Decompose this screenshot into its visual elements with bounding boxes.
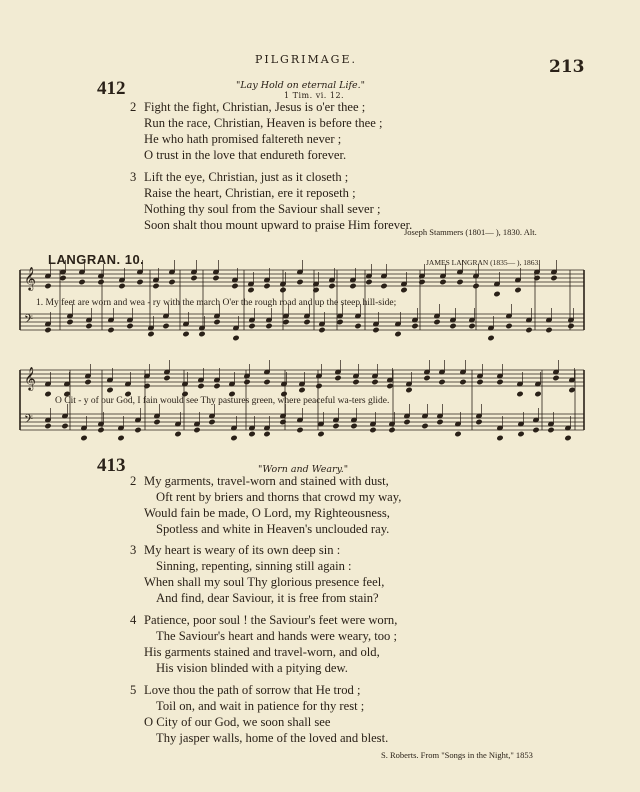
note-head (568, 323, 574, 328)
verse-line: Patience, poor soul ! the Saviour's feet were worn, (144, 613, 398, 627)
hymn-412-epigraph: "Lay Hold on eternal Life." (236, 80, 366, 91)
note-head (191, 275, 197, 280)
note-head (249, 431, 255, 436)
note-head (333, 423, 339, 428)
hymn-412-author: Joseph Stammers (1801— ), 1830. Alt. (404, 227, 537, 237)
lyric-line-2: O Cit - y of our God, I fain would see Thy pastures green, where peaceful wa-ters glide. (55, 396, 390, 406)
note-head (329, 283, 335, 288)
note-head (135, 427, 141, 432)
verse-line: Run the race, Christian, Heaven is before thee ; (144, 116, 383, 130)
note-head (373, 327, 379, 332)
note-head (406, 387, 412, 392)
stanza-number: 4 (130, 613, 137, 627)
note-head (107, 387, 113, 392)
verse-line: Sinning, repenting, sinning still again : (156, 559, 352, 573)
note-head (86, 323, 92, 328)
note-head (477, 379, 483, 384)
note-head (297, 427, 303, 432)
note-head (232, 283, 238, 288)
hymn-413-number: 413 (97, 455, 126, 476)
bass-clef: 𝄢 (24, 313, 34, 329)
note-head (353, 379, 359, 384)
note-head (515, 287, 521, 292)
note-head (318, 431, 324, 436)
note-head (548, 427, 554, 432)
note-head (233, 335, 239, 340)
verse-line: Nothing thy soul from the Saviour shall sever ; (144, 202, 381, 216)
note-head (450, 323, 456, 328)
verse-line: O trust in the love that endureth forever. (144, 148, 347, 162)
note-head (280, 287, 286, 292)
note-head (497, 379, 503, 384)
note-head (81, 435, 87, 440)
note-head (45, 327, 51, 332)
note-head (213, 275, 219, 280)
note-head (506, 323, 512, 328)
note-head (401, 287, 407, 292)
note-head (351, 423, 357, 428)
verse-line: Toil on, and wait in patience for thy rest ; (156, 699, 365, 713)
note-head (437, 419, 443, 424)
note-head (424, 375, 430, 380)
note-head (85, 379, 91, 384)
note-head (319, 327, 325, 332)
stanza-number: 3 (130, 543, 137, 557)
treble-clef: 𝄞 (24, 266, 36, 290)
note-head (412, 323, 418, 328)
note-head (569, 387, 575, 392)
verse-line: He who hath promised faltereth never ; (144, 132, 342, 146)
note-head (469, 323, 475, 328)
note-head (67, 319, 73, 324)
verse-line: My garments, travel-worn and stained with dust, (144, 474, 389, 488)
note-head (457, 279, 463, 284)
note-head (355, 323, 361, 328)
note-head (316, 383, 322, 388)
note-head (297, 279, 303, 284)
note-head (118, 435, 124, 440)
tune-composer: JAMES LANGRAN (1835— ), 1863. (426, 258, 541, 267)
verse-line: When shall my soul Thy glorious presence feel, (144, 575, 385, 589)
note-head (98, 427, 104, 432)
hymn-412-number: 412 (97, 78, 126, 99)
note-head (60, 275, 66, 280)
note-head (372, 379, 378, 384)
lyric-line-1: 1. My feet are worn and wea - ry with the march O'er the rough road and up the steep hill-side; (36, 298, 397, 308)
note-head (249, 323, 255, 328)
verse-line: His vision blinded with a pitying dew. (156, 661, 348, 675)
note-head (422, 423, 428, 428)
note-head (533, 427, 539, 432)
note-head (154, 419, 160, 424)
note-head (119, 283, 125, 288)
note-head (518, 431, 524, 436)
note-head (526, 327, 532, 332)
note-head (183, 331, 189, 336)
note-head (473, 283, 479, 288)
note-head (214, 319, 220, 324)
note-head (45, 283, 51, 288)
note-head (248, 287, 254, 292)
note-head (387, 383, 393, 388)
note-head (108, 327, 114, 332)
note-head (337, 319, 343, 324)
note-head (45, 391, 51, 396)
verse-line: Would fain be made, O Lord, my Righteousness, (144, 506, 390, 520)
page-number: 213 (549, 57, 585, 77)
note-head (244, 379, 250, 384)
note-head (381, 283, 387, 288)
verse-line: Spotless and white in Heaven's unclouded ray. (156, 522, 390, 536)
note-head (264, 283, 270, 288)
note-head (264, 431, 270, 436)
note-head (79, 279, 85, 284)
note-head (439, 379, 445, 384)
verse-line: Love thou the path of sorrow that He trod ; (144, 683, 361, 697)
bass-clef: 𝄢 (24, 413, 34, 429)
note-head (494, 291, 500, 296)
note-head (153, 283, 159, 288)
tune-name: LANGRAN. 10. (48, 252, 145, 267)
note-head (148, 331, 154, 336)
note-head (535, 391, 541, 396)
note-head (389, 427, 395, 432)
note-head (488, 335, 494, 340)
note-head (231, 435, 237, 440)
note-head (137, 279, 143, 284)
hymn-413-epigraph: "Worn and Weary." (258, 464, 349, 475)
verse-line: And find, dear Saviour, it is free from stain? (156, 591, 379, 605)
hymn-413-author: S. Roberts. From "Songs in the Night," 1853 (381, 750, 533, 760)
note-head (98, 279, 104, 284)
note-head (395, 331, 401, 336)
verse-line: Fight the fight, Christian, Jesus is o'er thee ; (144, 100, 366, 114)
note-head (209, 419, 215, 424)
note-head (335, 375, 341, 380)
verse-line: Oft rent by briers and thorns that crowd my way, (156, 490, 402, 504)
note-head (434, 319, 440, 324)
note-head (169, 279, 175, 284)
verse-line: Soon shalt thou mount upward to praise Him forever. (144, 218, 413, 232)
stanza-number: 2 (130, 100, 137, 114)
note-head (404, 419, 410, 424)
note-head (304, 319, 310, 324)
note-head (199, 331, 205, 336)
note-head (198, 383, 204, 388)
note-head (194, 427, 200, 432)
note-head (214, 383, 220, 388)
note-head (45, 423, 51, 428)
note-head (440, 279, 446, 284)
note-head (551, 275, 557, 280)
note-head (163, 323, 169, 328)
note-head (517, 391, 523, 396)
note-head (127, 323, 133, 328)
stanza-number: 3 (130, 170, 137, 184)
verse-line: His garments stained and travel-worn, and old, (144, 645, 380, 659)
hymn-412-reference: 1 Tim. vi. 12. (284, 91, 345, 100)
running-head: PILGRIMAGE. (255, 53, 357, 66)
note-head (476, 419, 482, 424)
note-head (455, 431, 461, 436)
verse-line: Raise the heart, Christian, ere it reposeth ; (144, 186, 356, 200)
verse-line: The Saviour's heart and hands were weary, too ; (156, 629, 398, 643)
verse-line: O City of our God, we soon shall see (144, 715, 331, 729)
note-head (62, 423, 68, 428)
verse-line: Thy jasper walls, home of the loved and blest. (156, 731, 389, 745)
note-head (366, 279, 372, 284)
note-head (299, 387, 305, 392)
verse-line: My heart is weary of its own deep sin : (144, 543, 341, 557)
note-head (283, 319, 289, 324)
note-head (497, 435, 503, 440)
note-head (546, 327, 552, 332)
note-head (164, 375, 170, 380)
note-head (350, 283, 356, 288)
note-head (565, 435, 571, 440)
treble-clef: 𝄞 (24, 366, 36, 390)
note-head (460, 379, 466, 384)
stanza-number: 5 (130, 683, 137, 697)
note-head (370, 427, 376, 432)
note-head (553, 375, 559, 380)
stanza-number: 2 (130, 474, 137, 488)
note-head (175, 431, 181, 436)
verse-line: Lift the eye, Christian, just as it closeth ; (144, 170, 349, 184)
note-head (266, 323, 272, 328)
note-head (264, 379, 270, 384)
